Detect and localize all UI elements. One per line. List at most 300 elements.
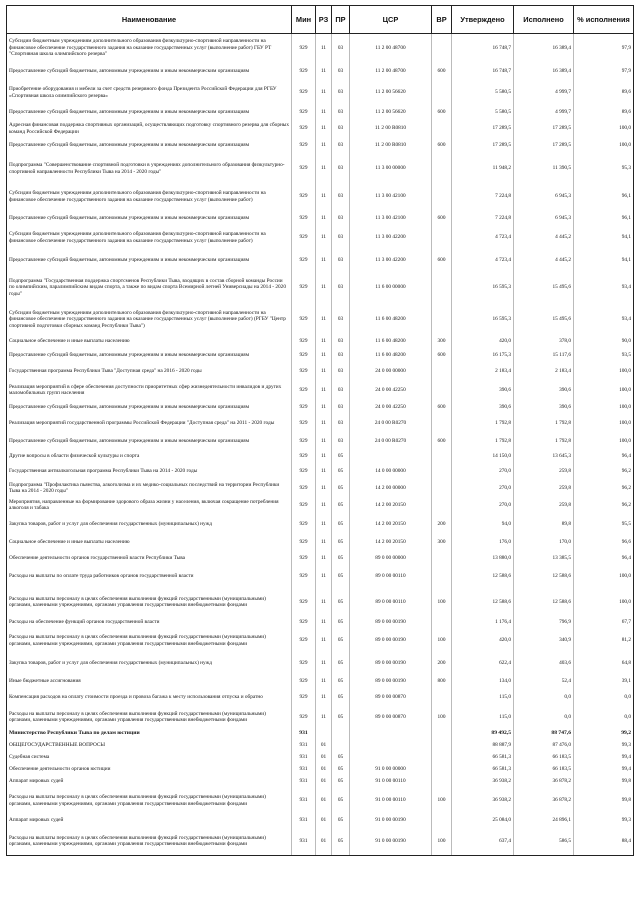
row-csr: 11 3 00 42200 (350, 250, 432, 272)
row-min: 929 (292, 463, 316, 481)
row-vr (432, 617, 452, 629)
row-min: 931 (292, 740, 316, 752)
table-row (7, 272, 634, 304)
row-executed: 17 289,5 (514, 137, 574, 155)
row-csr: 89 0 00 00110 (350, 566, 432, 588)
row-vr: 600 (432, 62, 452, 82)
row-approved: 637,4 (452, 828, 514, 856)
row-vr: 300 (432, 534, 452, 552)
row-approved: 622,4 (452, 653, 514, 675)
row-percent: 0,0 (574, 689, 634, 707)
row-csr: 11 6 00 00000 (350, 272, 432, 304)
row-executed: 170,0 (514, 534, 574, 552)
table-row (7, 689, 634, 707)
row-percent: 97,9 (574, 34, 634, 62)
table-row (7, 617, 634, 629)
row-approved: 12 588,6 (452, 588, 514, 617)
row-executed: 87 476,0 (514, 740, 574, 752)
row-vr: 600 (432, 104, 452, 121)
row-vr (432, 728, 452, 740)
row-percent: 99,3 (574, 814, 634, 828)
row-min: 931 (292, 788, 316, 814)
row-pr: 03 (332, 183, 350, 211)
row-name: Расходы на выплаты персоналу в целях обеспечения выполнения функций государственными (муниципальными) органами, казенными учреждениями, органами управления государственными внебюджетными фондами (7, 707, 292, 728)
row-rz: 11 (316, 401, 332, 415)
row-approved: 14 150,0 (452, 451, 514, 463)
row-approved: 12 588,6 (452, 566, 514, 588)
row-approved: 17 289,5 (452, 137, 514, 155)
row-min: 929 (292, 707, 316, 728)
row-rz: 11 (316, 534, 332, 552)
row-vr (432, 764, 452, 776)
row-rz: 11 (316, 496, 332, 515)
table-row (7, 304, 634, 336)
row-percent: 99,8 (574, 788, 634, 814)
row-vr (432, 82, 452, 104)
row-csr: 89 0 00 00000 (350, 552, 432, 566)
row-min: 929 (292, 82, 316, 104)
table-row (7, 401, 634, 415)
row-name: Министерство Республики Тыва по делам юстиции (7, 728, 292, 740)
row-pr: 05 (332, 764, 350, 776)
row-pr: 03 (332, 250, 350, 272)
row-approved: 270,0 (452, 496, 514, 515)
table-header (7, 6, 634, 34)
row-min: 929 (292, 121, 316, 137)
row-vr (432, 415, 452, 433)
row-executed: 24 896,1 (514, 814, 574, 828)
row-rz (316, 728, 332, 740)
row-approved: 270,0 (452, 481, 514, 496)
header-rz: РЗ (316, 6, 332, 34)
row-rz: 01 (316, 828, 332, 856)
row-csr: 91 0 00 00190 (350, 828, 432, 856)
header-min: Мин (292, 6, 316, 34)
table-row (7, 415, 634, 433)
row-executed: 259,8 (514, 496, 574, 515)
row-name: Расходы на выплаты персоналу в целях обеспечения выполнения функций государственными (муниципальными) органами, казенными учреждениями, органами управления государственными внебюджетными фондами (7, 588, 292, 617)
row-percent: 96,4 (574, 552, 634, 566)
row-percent: 94,1 (574, 250, 634, 272)
row-executed: 390,6 (514, 380, 574, 401)
row-csr: 89 0 00 00190 (350, 617, 432, 629)
row-executed: 403,6 (514, 653, 574, 675)
row-vr: 200 (432, 653, 452, 675)
row-min: 929 (292, 336, 316, 347)
row-rz: 11 (316, 272, 332, 304)
row-pr (332, 740, 350, 752)
row-executed: 4 999,7 (514, 82, 574, 104)
row-pr: 05 (332, 481, 350, 496)
row-approved: 94,0 (452, 515, 514, 534)
row-approved: 5 580,5 (452, 104, 514, 121)
row-vr (432, 34, 452, 62)
row-rz: 11 (316, 481, 332, 496)
row-csr (350, 752, 432, 764)
row-pr: 03 (332, 433, 350, 451)
row-min: 929 (292, 34, 316, 62)
row-vr (432, 226, 452, 250)
row-executed: 2 183,4 (514, 364, 574, 380)
row-csr: 11 3 00 42200 (350, 226, 432, 250)
row-name: Адресная финансовая поддержка спортивных организаций, осуществляющих подготовку спортивного резерва для сборных команд Российской Федерации (7, 121, 292, 137)
row-percent: 100,0 (574, 401, 634, 415)
row-pr: 03 (332, 211, 350, 226)
row-name: Судебная система (7, 752, 292, 764)
row-vr: 600 (432, 433, 452, 451)
row-name: Подпрограмма "Государственная поддержка спортсменов Республики Тыва, входящих в состав сборной команды России по олимпийским, паралимпийским видам спорта, а также по видам спорта Всемирной летней Универсиады на 2014 - 2020 годы" (7, 272, 292, 304)
row-vr: 600 (432, 347, 452, 364)
row-percent: 81,2 (574, 629, 634, 653)
table-row (7, 62, 634, 82)
row-rz: 01 (316, 740, 332, 752)
row-csr: 91 0 00 00110 (350, 776, 432, 788)
row-rz: 01 (316, 752, 332, 764)
row-pr: 03 (332, 401, 350, 415)
row-percent: 100,0 (574, 588, 634, 617)
row-name: Предоставление субсидий бюджетным, автономным учреждениям и иным некоммерческим организациям (7, 401, 292, 415)
row-vr (432, 566, 452, 588)
row-min: 929 (292, 515, 316, 534)
row-csr: 14 2 00 00000 (350, 481, 432, 496)
row-min: 931 (292, 728, 316, 740)
row-executed: 259,8 (514, 463, 574, 481)
row-vr: 100 (432, 629, 452, 653)
row-name: Предоставление субсидий бюджетным, автономным учреждениям и иным некоммерческим организациям (7, 104, 292, 121)
table-row (7, 82, 634, 104)
row-executed: 16 389,4 (514, 34, 574, 62)
row-approved: 134,0 (452, 675, 514, 689)
row-vr: 600 (432, 211, 452, 226)
row-pr: 05 (332, 828, 350, 856)
row-csr: 11 2 00 56620 (350, 82, 432, 104)
table-row (7, 828, 634, 856)
row-executed: 66 183,5 (514, 752, 574, 764)
table-row (7, 347, 634, 364)
row-pr: 05 (332, 707, 350, 728)
header-name: Наименование (7, 6, 292, 34)
table-row (7, 566, 634, 588)
row-vr (432, 380, 452, 401)
row-rz: 11 (316, 347, 332, 364)
row-approved: 88 887,9 (452, 740, 514, 752)
row-approved: 16 595,3 (452, 272, 514, 304)
table-row (7, 653, 634, 675)
row-approved: 17 289,5 (452, 121, 514, 137)
row-approved: 176,0 (452, 534, 514, 552)
row-min: 929 (292, 552, 316, 566)
table-row (7, 433, 634, 451)
row-approved: 2 183,4 (452, 364, 514, 380)
row-name: Предоставление субсидий бюджетным, автономным учреждениям и иным некоммерческим организациям (7, 137, 292, 155)
row-name: Расходы на выплаты персоналу в целях обеспечения выполнения функций государственными (муниципальными) органами, казенными учреждениями, органами управления государственными внебюджетными фондами (7, 828, 292, 856)
row-name: Расходы на выплаты персоналу в целях обеспечения выполнения функций государственными (муниципальными) органами, казенными учреждениями, органами управления государственными внебюджетными фондами (7, 629, 292, 653)
row-name: Субсидии бюджетным учреждениям дополнительного образования физкультурно-спортивной направленности на финансовое обеспечение государственного задания на оказание государственных услуг (выполнение работ) (7, 183, 292, 211)
row-percent: 89,6 (574, 82, 634, 104)
row-pr: 03 (332, 34, 350, 62)
row-csr: 89 0 00 00870 (350, 689, 432, 707)
table-row (7, 34, 634, 62)
row-vr: 300 (432, 336, 452, 347)
row-csr: 91 0 00 00190 (350, 814, 432, 828)
row-min: 929 (292, 629, 316, 653)
row-rz: 11 (316, 250, 332, 272)
row-pr: 05 (332, 788, 350, 814)
row-executed: 52,4 (514, 675, 574, 689)
row-executed: 4 999,7 (514, 104, 574, 121)
row-percent: 100,0 (574, 415, 634, 433)
row-vr (432, 776, 452, 788)
table-row (7, 776, 634, 788)
table-row (7, 752, 634, 764)
row-min: 929 (292, 380, 316, 401)
row-executed: 89,8 (514, 515, 574, 534)
row-rz: 11 (316, 689, 332, 707)
row-approved: 66 581,3 (452, 764, 514, 776)
row-pr: 03 (332, 336, 350, 347)
row-approved: 1 792,8 (452, 415, 514, 433)
row-name: Аппарат мировых судей (7, 776, 292, 788)
row-rz: 01 (316, 814, 332, 828)
table-row (7, 481, 634, 496)
row-csr: 11 6 00 48200 (350, 304, 432, 336)
row-rz: 11 (316, 552, 332, 566)
row-rz: 11 (316, 336, 332, 347)
table-row (7, 552, 634, 566)
row-rz: 11 (316, 463, 332, 481)
row-approved: 16 595,3 (452, 304, 514, 336)
row-name: Субсидии бюджетным учреждениям дополнительного образования физкультурно-спортивной направленности на финансовое обеспечение государственного задания на оказание государственных услуг (выполнение работ) (7, 226, 292, 250)
row-percent: 97,9 (574, 62, 634, 82)
row-percent: 95,5 (574, 515, 634, 534)
row-approved: 4 723,4 (452, 226, 514, 250)
row-csr: 11 3 00 42100 (350, 211, 432, 226)
row-rz: 11 (316, 675, 332, 689)
row-csr (350, 451, 432, 463)
row-pr: 05 (332, 814, 350, 828)
row-pr: 05 (332, 566, 350, 588)
row-pr: 05 (332, 463, 350, 481)
row-vr (432, 364, 452, 380)
row-vr: 200 (432, 515, 452, 534)
row-name: Предоставление субсидий бюджетным, автономным учреждениям и иным некоммерческим организациям (7, 250, 292, 272)
row-executed: 88 747,6 (514, 728, 574, 740)
row-executed: 4 445,2 (514, 250, 574, 272)
row-percent: 99,2 (574, 728, 634, 740)
row-approved: 11 948,2 (452, 155, 514, 183)
row-name: Приобретение оборудования и мебели за счет средств резервного фонда Президента Российской Федерации для РГБУ «Спортивная школа олимпийского резерва» (7, 82, 292, 104)
row-name: Расходы на выплаты персоналу в целях обеспечения выполнения функций государственными (муниципальными) органами, казенными учреждениями, органами управления государственными внебюджетными фондами (7, 788, 292, 814)
row-name: Реализация мероприятий государственной программы Российской Федерации "Доступная среда" на 2011 - 2020 годы (7, 415, 292, 433)
row-approved: 13 880,0 (452, 552, 514, 566)
row-approved: 390,6 (452, 401, 514, 415)
row-min: 929 (292, 347, 316, 364)
row-percent: 99,8 (574, 776, 634, 788)
row-pr: 05 (332, 617, 350, 629)
row-executed: 390,6 (514, 401, 574, 415)
row-csr (350, 728, 432, 740)
row-executed: 0,0 (514, 707, 574, 728)
row-vr: 100 (432, 588, 452, 617)
row-percent: 88,4 (574, 828, 634, 856)
row-pr: 03 (332, 415, 350, 433)
row-percent: 89,6 (574, 104, 634, 121)
row-csr: 11 2 00 48700 (350, 34, 432, 62)
header-approved: Утверждено (452, 6, 514, 34)
row-vr (432, 121, 452, 137)
table-row (7, 380, 634, 401)
row-name: Государственная программа Республики Тыва "Доступная среда" на 2016 - 2020 годы (7, 364, 292, 380)
row-rz: 11 (316, 588, 332, 617)
table-row (7, 740, 634, 752)
row-min: 929 (292, 401, 316, 415)
row-executed: 11 390,5 (514, 155, 574, 183)
row-executed: 796,9 (514, 617, 574, 629)
row-csr: 89 0 00 00110 (350, 588, 432, 617)
row-executed: 1 792,8 (514, 433, 574, 451)
row-percent: 100,0 (574, 433, 634, 451)
row-name: Подпрограмма "Совершенствование спортивной подготовки в учреждениях дополнительного образования физкультурно-спортивной направленности Республики Тыва на 2014 - 2020 годы" (7, 155, 292, 183)
row-percent: 93,5 (574, 347, 634, 364)
row-percent: 90,0 (574, 336, 634, 347)
table-body (7, 34, 634, 856)
row-csr: 91 0 00 00000 (350, 764, 432, 776)
row-approved: 4 723,4 (452, 250, 514, 272)
row-vr (432, 451, 452, 463)
row-rz: 11 (316, 433, 332, 451)
row-vr (432, 689, 452, 707)
row-min: 929 (292, 104, 316, 121)
row-vr: 800 (432, 675, 452, 689)
row-csr: 24 0 00 R0270 (350, 433, 432, 451)
row-percent: 96,1 (574, 211, 634, 226)
row-percent: 99,4 (574, 764, 634, 776)
row-vr (432, 183, 452, 211)
row-csr: 24 0 00 42250 (350, 380, 432, 401)
row-name: Субсидии бюджетным учреждениям дополнительного образования физкультурно-спортивной направленности на финансовое обеспечение государственного задания на оказание государственных услуг (выполнение работ) (РГБУ "Центр спортивной подготовки сборных команд Республики Тыва") (7, 304, 292, 336)
row-rz: 01 (316, 764, 332, 776)
row-pr: 05 (332, 496, 350, 515)
row-percent: 96,6 (574, 534, 634, 552)
row-min: 929 (292, 415, 316, 433)
row-rz: 11 (316, 566, 332, 588)
row-name: Социальное обеспечение и иные выплаты населению (7, 336, 292, 347)
table-row (7, 629, 634, 653)
row-rz: 11 (316, 104, 332, 121)
row-rz: 11 (316, 137, 332, 155)
row-percent: 67,7 (574, 617, 634, 629)
row-name: Иные бюджетные ассигнования (7, 675, 292, 689)
row-min: 929 (292, 155, 316, 183)
row-pr: 05 (332, 451, 350, 463)
row-min: 929 (292, 62, 316, 82)
table-row (7, 451, 634, 463)
row-executed: 16 389,4 (514, 62, 574, 82)
row-min: 929 (292, 496, 316, 515)
row-vr (432, 752, 452, 764)
header-executed: Исполнено (514, 6, 574, 34)
row-csr: 24 0 00 R0270 (350, 415, 432, 433)
row-approved: 115,0 (452, 707, 514, 728)
row-name: Предоставление субсидий бюджетным, автономным учреждениям и иным некоммерческим организациям (7, 347, 292, 364)
row-csr: 11 2 00 56620 (350, 104, 432, 121)
table-row (7, 226, 634, 250)
row-vr: 100 (432, 788, 452, 814)
row-pr: 05 (332, 515, 350, 534)
row-approved: 16 748,7 (452, 34, 514, 62)
row-percent: 96,2 (574, 496, 634, 515)
table-row (7, 250, 634, 272)
table-row (7, 588, 634, 617)
row-rz: 11 (316, 380, 332, 401)
row-name: Предоставление субсидий бюджетным, автономным учреждениям и иным некоммерческим организациям (7, 62, 292, 82)
row-name: Обеспечение деятельности органов юстиции (7, 764, 292, 776)
row-vr (432, 740, 452, 752)
row-min: 929 (292, 588, 316, 617)
row-min: 929 (292, 304, 316, 336)
row-csr: 11 2 00 R0810 (350, 137, 432, 155)
table-row (7, 121, 634, 137)
row-min: 929 (292, 226, 316, 250)
row-executed: 6 945,3 (514, 183, 574, 211)
row-executed: 1 792,8 (514, 415, 574, 433)
row-approved: 1 176,4 (452, 617, 514, 629)
row-executed: 12 588,6 (514, 588, 574, 617)
row-approved: 25 084,0 (452, 814, 514, 828)
row-min: 929 (292, 137, 316, 155)
row-rz: 11 (316, 183, 332, 211)
row-approved: 36 938,2 (452, 788, 514, 814)
row-approved: 66 581,3 (452, 752, 514, 764)
row-csr: 14 0 00 00000 (350, 463, 432, 481)
row-min: 931 (292, 828, 316, 856)
row-rz: 11 (316, 62, 332, 82)
row-executed: 0,0 (514, 689, 574, 707)
row-name: Реализация мероприятий в сфере обеспечения доступности приоритетных сфер жизнедеятельности инвалидов и других маломобильных групп населения (7, 380, 292, 401)
table-row (7, 496, 634, 515)
table-row (7, 788, 634, 814)
row-pr: 05 (332, 776, 350, 788)
row-executed: 13 385,5 (514, 552, 574, 566)
row-vr: 100 (432, 828, 452, 856)
row-vr (432, 814, 452, 828)
row-name: Государственная антиалкогольная программа Республики Тыва на 2014 - 2020 годы (7, 463, 292, 481)
row-approved: 36 938,2 (452, 776, 514, 788)
row-name: Расходы на выплаты по оплате труда работников органов государственной власти (7, 566, 292, 588)
row-pr: 03 (332, 137, 350, 155)
row-approved: 115,0 (452, 689, 514, 707)
row-min: 931 (292, 814, 316, 828)
row-min: 929 (292, 675, 316, 689)
table-row (7, 728, 634, 740)
row-executed: 340,9 (514, 629, 574, 653)
row-csr: 89 0 00 00190 (350, 653, 432, 675)
row-executed: 259,8 (514, 481, 574, 496)
row-vr (432, 463, 452, 481)
row-csr: 11 3 00 00000 (350, 155, 432, 183)
row-approved: 7 224,8 (452, 211, 514, 226)
row-name: Расходы на обеспечение функций органов государственной власти (7, 617, 292, 629)
table-row (7, 675, 634, 689)
row-csr: 14 2 00 20150 (350, 515, 432, 534)
row-name: Закупка товаров, работ и услуг для обеспечения государственных (муниципальных) нужд (7, 653, 292, 675)
header-vr: ВР (432, 6, 452, 34)
row-rz: 11 (316, 364, 332, 380)
row-approved: 420,0 (452, 336, 514, 347)
row-pr: 05 (332, 675, 350, 689)
row-approved: 16 748,7 (452, 62, 514, 82)
row-pr: 05 (332, 552, 350, 566)
